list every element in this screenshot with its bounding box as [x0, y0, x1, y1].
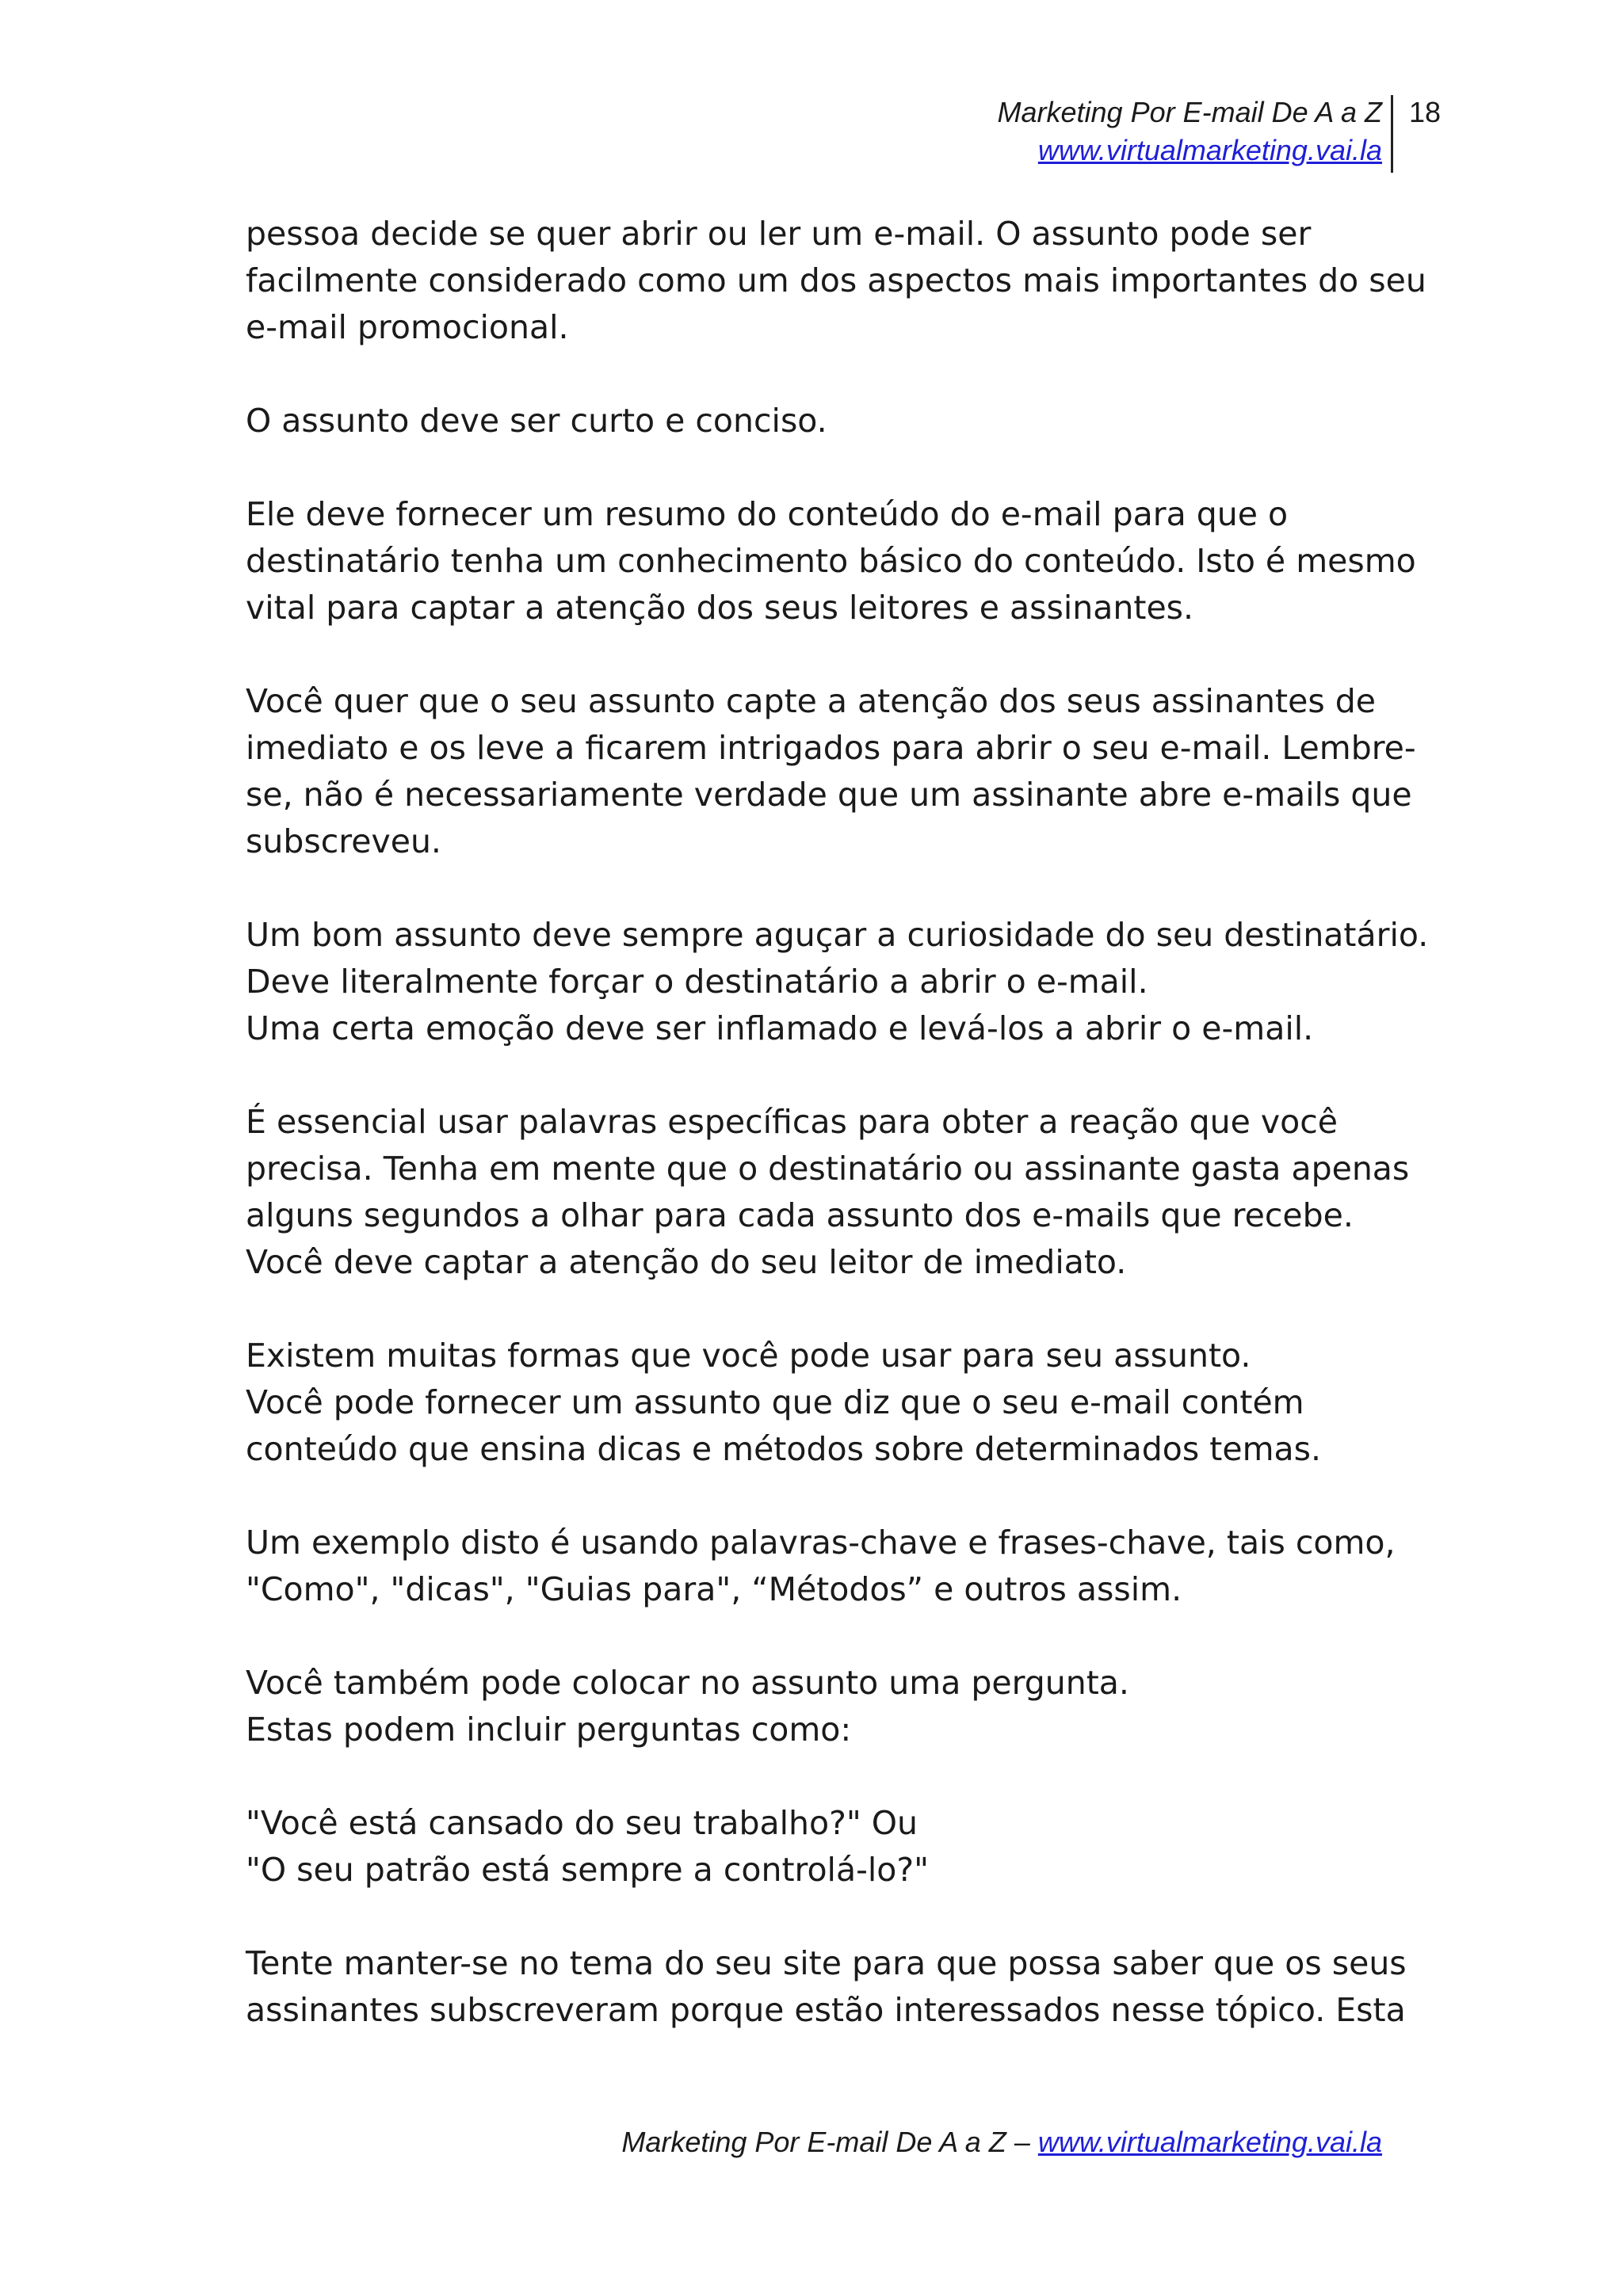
text-line: Ele deve fornecer um resumo do conteúdo do e-mail para que o [246, 495, 1289, 533]
page-footer [621, 2123, 1382, 2161]
text-line: vital para captar a atenção dos seus leitores e assinantes. [246, 589, 1194, 627]
text-line: Você pode fornecer um assunto que diz que o seu e-mail contém [246, 1383, 1304, 1421]
footer-title: Marketing Por E-mail De A a Z [621, 2126, 1006, 2158]
text-line: Estas podem incluir perguntas como: [246, 1711, 852, 1749]
paragraph [246, 1800, 1403, 1894]
footer-url-link[interactable]: www.virtualmarketing.vai.la [1037, 2126, 1382, 2158]
paragraph [246, 398, 1403, 444]
text-line: facilmente considerado como um dos aspectos mais importantes do seu [246, 261, 1426, 299]
text-line: Tente manter-se no tema do seu site para que possa saber que os seus [246, 1944, 1407, 1982]
paragraph [246, 1520, 1403, 1613]
text-line: Um exemplo disto é usando palavras-chave e frases-chave, tais como, [246, 1524, 1396, 1562]
header-url-link[interactable]: www.virtualmarketing.vai.la [1037, 134, 1382, 166]
paragraph [246, 1940, 1407, 2034]
text-line: É essencial usar palavras específicas para obter a reação que você [246, 1103, 1338, 1141]
text-line: Deve literalmente forçar o destinatário a abrir o e-mail. [246, 963, 1148, 1001]
text-line: destinatário tenha um conhecimento básico do conteúdo. Isto é mesmo [246, 542, 1416, 580]
text-line: imediato e os leve a ficarem intrigados para abrir o seu e-mail. Lembre- [246, 729, 1416, 767]
footer-separator: – [1006, 2126, 1038, 2158]
text-line: pessoa decide se quer abrir ou ler um e-mail. O assunto pode ser [246, 215, 1312, 253]
text-line: Uma certa emoção deve ser inflamado e levá-los a abrir o e-mail. [246, 1009, 1314, 1047]
text-line: assinantes subscreveram porque estão interessados nesse tópico. Esta [246, 1991, 1406, 2029]
text-line: e-mail promocional. [246, 308, 569, 346]
paragraph [246, 1660, 1403, 1753]
paragraph [246, 491, 1416, 631]
header-title: Marketing Por E-mail De A a Z [997, 96, 1382, 128]
body-text [246, 211, 1429, 2081]
text-line: conteúdo que ensina dicas e métodos sobre determinados temas. [246, 1430, 1322, 1468]
text-line: Um bom assunto deve sempre aguçar a curiosidade do seu destinatário. [246, 916, 1429, 954]
text-line: "O seu patrão está sempre a controlá-lo?" [246, 1851, 929, 1889]
text-line: alguns segundos a olhar para cada assunto dos e-mails que recebe. [246, 1196, 1354, 1234]
text-line: O assunto deve ser curto e conciso. [246, 402, 827, 440]
text-line: Você também pode colocar no assunto uma pergunta. [246, 1664, 1129, 1702]
text-line: Existem muitas formas que você pode usar para seu assunto. [246, 1337, 1251, 1375]
page-header [998, 93, 1382, 170]
text-line: "Você está cansado do seu trabalho?" Ou [246, 1804, 918, 1842]
text-line: subscreveu. [246, 822, 441, 860]
text-line: "Como", "dicas", "Guias para", “Métodos” e outros assim. [246, 1570, 1182, 1608]
text-line: se, não é necessariamente verdade que um assinante abre e-mails que [246, 776, 1412, 814]
paragraph [246, 912, 1429, 1052]
text-line: Você deve captar a atenção do seu leitor de imediato. [246, 1243, 1127, 1281]
text-line: precisa. Tenha em mente que o destinatário ou assinante gasta apenas [246, 1150, 1410, 1188]
page-number: 18 [1409, 96, 1442, 128]
paragraph [246, 211, 1426, 351]
text-line: Você quer que o seu assunto capte a atenção dos seus assinantes de [246, 682, 1376, 720]
paragraph [246, 1333, 1403, 1473]
header-divider [1391, 95, 1393, 173]
paragraph [246, 1099, 1410, 1286]
paragraph [246, 678, 1416, 865]
